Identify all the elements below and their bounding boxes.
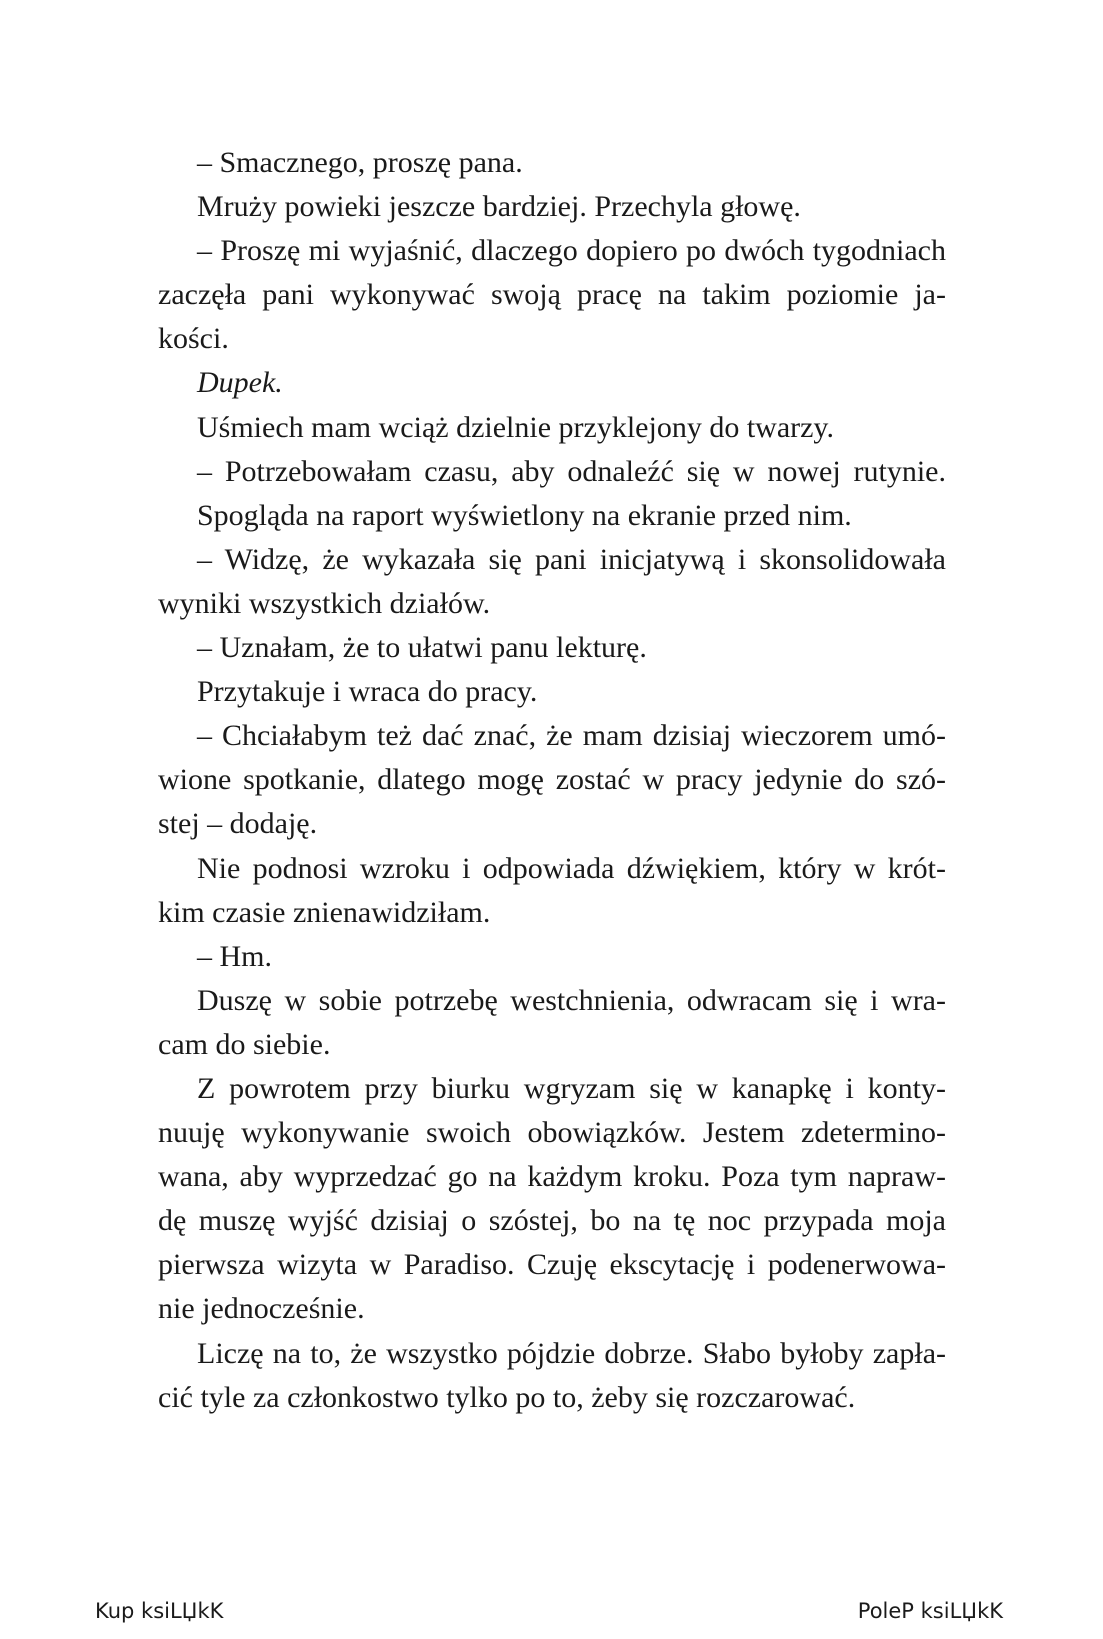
text-line: – Smacznego, proszę pana. bbox=[197, 146, 523, 179]
text-line: Spogląda na raport wyświetlony na ekranie przed nim. bbox=[197, 498, 852, 532]
text-line: nie jednocześnie. bbox=[158, 1292, 365, 1326]
text-line: – Widzę, że wykazała się pani inicjatywą i skonsolidowała bbox=[197, 542, 946, 576]
text-line: Uśmiech mam wciąż dzielnie przyklejony do twarzy. bbox=[197, 410, 834, 444]
text-line: Duszę w sobie potrzebę westchnienia, odwracam się i wra- bbox=[197, 983, 946, 1017]
text-line: nuuję wykonywanie swoich obowiązków. Jestem zdetermino- bbox=[158, 1116, 946, 1150]
text-line: dę muszę wyjść dzisiaj o szóstej, bo na tę noc przypada moja bbox=[158, 1204, 946, 1238]
text-line: wyniki wszystkich działów. bbox=[158, 586, 491, 620]
text-line: stej – dodaję. bbox=[158, 807, 318, 841]
text-line: zaczęła pani wykonywać swoją pracę na takim poziomie ja- bbox=[158, 278, 946, 312]
text-line: – Chciałabym też dać znać, że mam dzisiaj wieczorem umó- bbox=[197, 719, 946, 753]
text-line: Liczę na to, że wszystko pójdzie dobrze. Słabo byłoby zapła- bbox=[197, 1336, 946, 1370]
text-line: Dupek. bbox=[197, 366, 283, 400]
text-line: – Potrzebowałam czasu, aby odnaleźć się w nowej rutynie. bbox=[197, 454, 946, 488]
text-line: – Uznałam, że to ułatwi panu lekturę. bbox=[197, 631, 647, 665]
text-line: Przytakuje i wraca do pracy. bbox=[197, 675, 538, 709]
text-line: cić tyle za członkostwo tylko po to, żeby się rozczarować. bbox=[158, 1380, 856, 1414]
body-text bbox=[158, 141, 946, 1420]
text-line: Z powrotem przy biurku wgryzam się w kanapkę i konty- bbox=[197, 1071, 946, 1105]
text-line: pierwsza wizyta w Paradiso. Czuję ekscytację i podenerwowa- bbox=[158, 1248, 946, 1282]
text-line: kości. bbox=[158, 322, 229, 356]
recommend-book-link[interactable]: PoleP ksiLЏkK bbox=[857, 1599, 1003, 1623]
text-line: wione spotkanie, dlatego mogę zostać w pracy jedynie do szó- bbox=[158, 763, 946, 797]
text-line: – Proszę mi wyjaśnić, dlaczego dopiero po dwóch tygodniach bbox=[197, 234, 946, 268]
text-line: cam do siebie. bbox=[158, 1027, 331, 1061]
text-line: Nie podnosi wzroku i odpowiada dźwiękiem, który w krót- bbox=[197, 851, 946, 885]
text-line: wana, aby wyprzedzać go na każdym kroku. Poza tym napraw- bbox=[158, 1160, 946, 1194]
buy-book-link[interactable]: Kup ksiLЏkK bbox=[95, 1599, 224, 1623]
text-line: Mruży powieki jeszcze bardziej. Przechyla głowę. bbox=[197, 190, 801, 224]
text-line: – Hm. bbox=[197, 939, 272, 973]
text-line: kim czasie znienawidziłam. bbox=[158, 895, 491, 929]
